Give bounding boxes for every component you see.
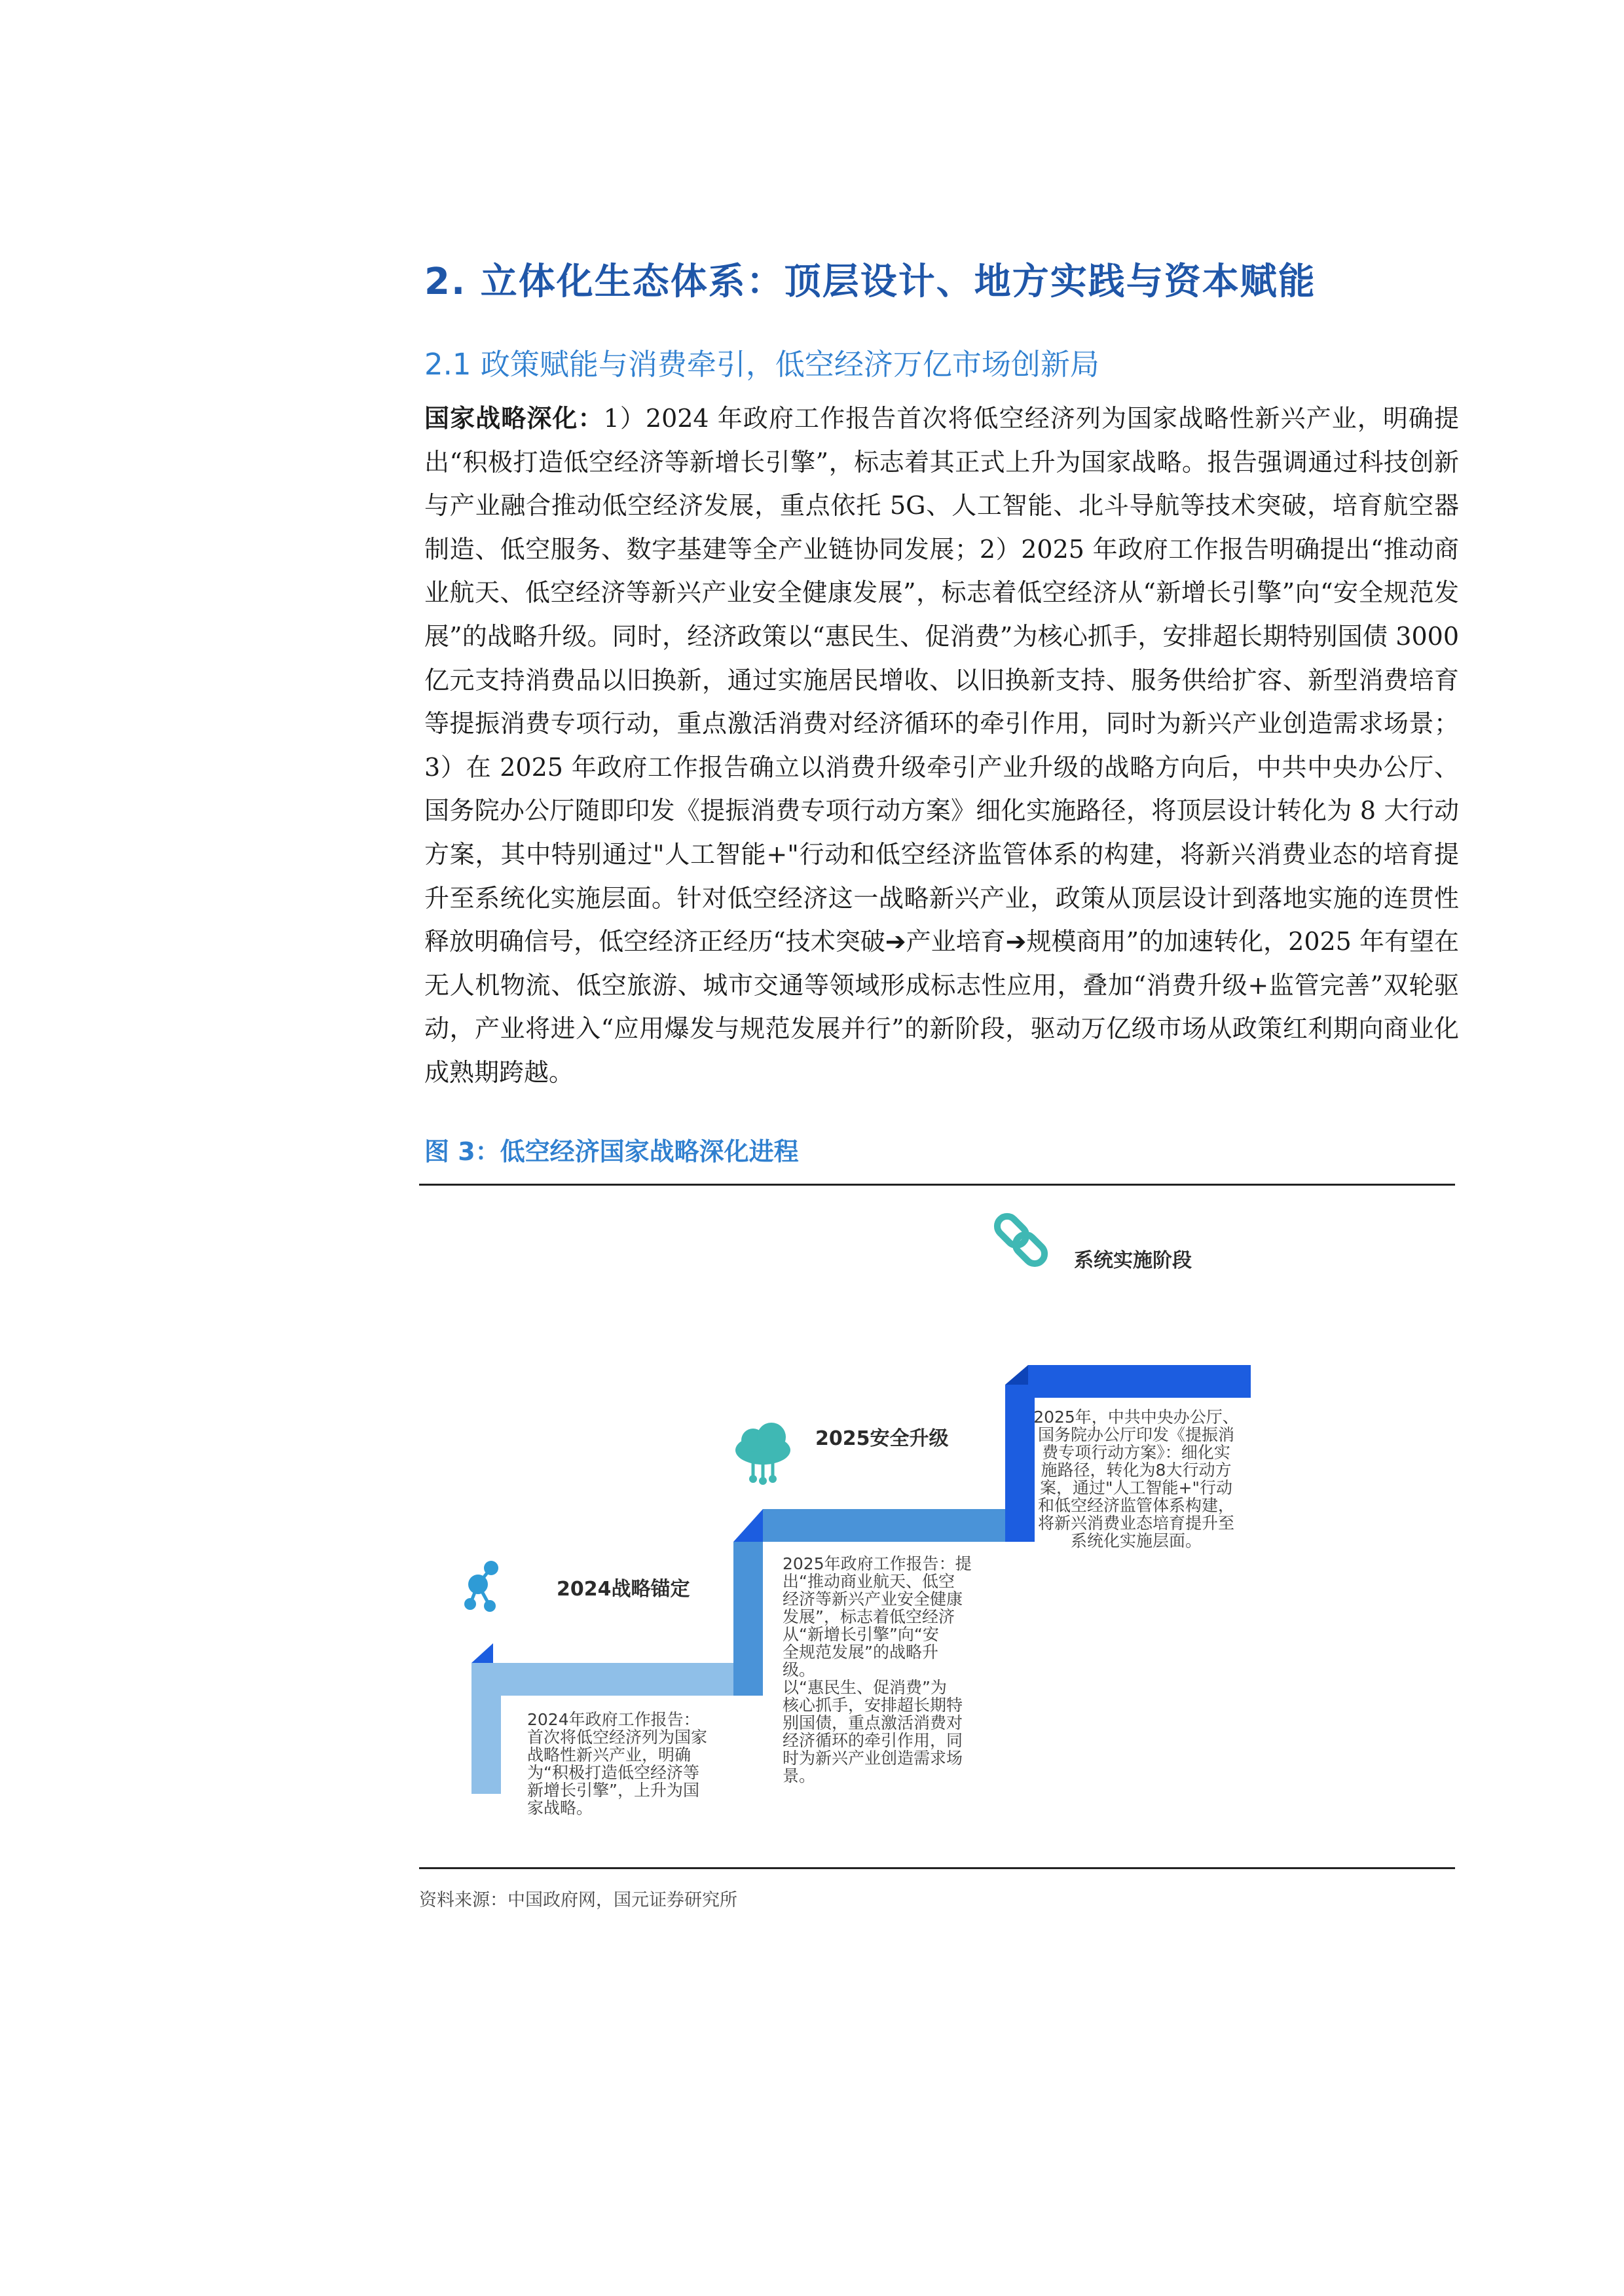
cloud-network-icon [735, 1423, 790, 1485]
stage-1-description-line: 首次将低空经济列为国家 [527, 1728, 708, 1747]
riser-2-3 [1005, 1385, 1035, 1542]
stage-3-description-line: 费专项行动方案》：细化实 [1042, 1443, 1230, 1462]
riser-2-3-bevel [1005, 1365, 1028, 1385]
stage-2-description-line: 时为新兴产业创造需求场 [783, 1749, 963, 1768]
paragraph-text: 1）2024 年政府工作报告首次将低空经济列为国家战略性新兴产业，明确提出“积极打造低空经济等新增长引擎”，标志着其正式上升为国家战略。报告强调通过科技创新与产业融合推动低空经济发展，重点依托 5G、人工智能、北斗导航等技术突破，培育航空器制造、低空服务、数字基建等全产业链协同发展；2）2025 年政府工作报告明确提出“推动商业航天、低空经济等新兴产业安全健康发展”，标志着低空经济从“新增长引擎”向“安全规范发展”的战略升级。同时，经济政策以“惠民生、促消费”为核心抓手，安排超长期特别国债 3000 亿元支持消费品以旧换新，通过实施居民增收、以旧换新支持、服务供给扩容、新型消费培育等提振消费专项行动，重点激活消费对经济循环的牵引作用，同时为新兴产业创造需求场景；3）在 2025 年政府工作报告确立以消费升级牵引产业升级的战略方向后，中共中央办公厅、国务院办公厅随即印发《提振消费专项行动方案》细化实施路径，将顶层设计转化为 8 大行动方案，其中特别通过"人工智能+"行动和低空经济监管体系的构建，将新兴消费业态的培育提升至系统化实施层面。针对低空经济这一战略新兴产业，政策从顶层设计到落地实施的连贯性释放明确信号，低空经济正经历“技术突破➔产业培育➔规模商用”的加速转化，2025 年有望在无人机物流、低空旅游、城市交通等领域形成标志性应用，叠加“消费升级+监管完善”双轮驱动，产业将进入“应用爆发与规范发展并行”的新阶段，驱动万亿级市场从政策红利期向商业化成熟期跨越。 [424, 404, 1459, 1087]
stage-2-label: 2025安全升级 [815, 1427, 949, 1450]
stage-1-description-line: 2024年政府工作报告： [527, 1710, 700, 1729]
stage-2-description-line: 全规范发展”的战略升 [783, 1643, 938, 1662]
riser-1-2-shade [733, 1509, 763, 1542]
step-2-block [763, 1509, 1012, 1542]
stage-1-label: 2024战略锚定 [557, 1578, 690, 1601]
chain-link-icon [993, 1212, 1049, 1268]
step-1-riser [471, 1696, 501, 1794]
section-heading: 2. 立体化生态体系：顶层设计、地方实践与资本赋能 [424, 261, 1316, 303]
stage-1-description-line: 战略性新兴产业，明确 [527, 1745, 692, 1764]
step-3-block [1028, 1365, 1251, 1398]
stage-3-description-line: 系统化实施层面。 [1070, 1531, 1202, 1550]
stage-3-description-line: 案，通过"人工智能+"行动 [1040, 1478, 1232, 1497]
stage-1-description-line: 家战略。 [527, 1798, 593, 1817]
figure-title: 图 3：低空经济国家战略深化进程 [424, 1137, 799, 1166]
stage-2-description-line: 从“新增长引擎”向“安 [783, 1625, 939, 1644]
strategy-staircase-diagram [419, 1201, 1455, 1866]
stage-3-label: 系统实施阶段 [1074, 1249, 1192, 1272]
stage-1-description [527, 1710, 707, 1817]
stage-2-description-line: 以“惠民生、促消费”为 [783, 1678, 947, 1697]
step-1-bevel [471, 1643, 493, 1663]
step-1-block [471, 1663, 733, 1696]
body-paragraph [424, 397, 1459, 1095]
stage-1-description-line: 为“积极打造低空经济等 [527, 1763, 699, 1782]
stage-3-description [1033, 1408, 1239, 1550]
figure-bottom-rule [419, 1867, 1455, 1869]
stage-2-description-line: 景。 [783, 1766, 816, 1785]
stage-1-description-line: 新增长引擎”，上升为国 [527, 1781, 699, 1800]
stage-2-description-line: 级。 [783, 1660, 816, 1679]
stage-3-description-line: 将新兴消费业态培育提升至 [1037, 1514, 1235, 1533]
stage-2-description-line: 别国债，重点激活消费对 [783, 1713, 963, 1732]
stage-3-description-line: 施路径，转化为8大行动方 [1041, 1461, 1232, 1480]
stage-2-description-line: 经济循环的牵引作用，同 [783, 1731, 963, 1750]
stage-2-description-line: 2025年政府工作报告：提 [783, 1554, 972, 1573]
figure-top-rule [419, 1184, 1455, 1186]
stage-2-description-line: 发展”，标志着低空经济 [783, 1607, 955, 1626]
subsection-heading: 2.1 政策赋能与消费牵引，低空经济万亿市场创新局 [424, 347, 1099, 382]
paragraph-lead: 国家战略深化： [424, 404, 604, 433]
stage-2-description [783, 1554, 972, 1785]
stage-3-description-line: 2025年，中共中央办公厅、 [1033, 1408, 1239, 1427]
molecule-icon [464, 1561, 498, 1612]
stage-2-description-line: 经济等新兴产业安全健康 [783, 1590, 963, 1609]
stage-2-description-line: 出“推动商业航天、低空 [783, 1572, 955, 1591]
stage-3-description-line: 和低空经济监管体系构建， [1037, 1496, 1235, 1515]
figure-source: 资料来源：中国政府网，国元证券研究所 [419, 1890, 737, 1910]
stage-3-description-line: 国务院办公厅印发《提振消 [1037, 1425, 1235, 1444]
stage-2-description-line: 核心抓手，安排超长期特 [783, 1696, 963, 1715]
riser-1-2 [733, 1542, 763, 1696]
